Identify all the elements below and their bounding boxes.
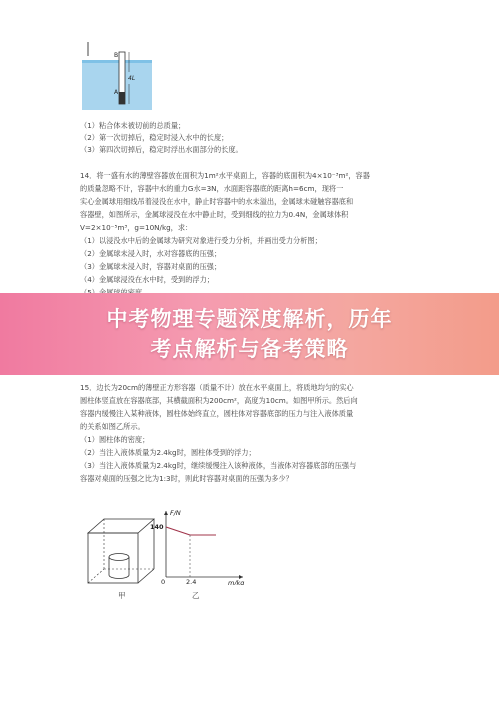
q13-item-2: （2）第一次切掉后，稳定时浸入水中的长度； [80, 133, 229, 142]
caption-jia: 甲 [118, 591, 126, 600]
q14-item-4: （4）金属球浸没在水中时，受到的浮力； [80, 275, 214, 284]
label-b: B [114, 52, 119, 59]
q14-line-1: 14．将一盛有水的薄壁容器放在面积为1m²水平桌面上，容器的底面积为4×10⁻³m²，容器 [80, 171, 370, 180]
q15-item-1: （1）圆柱体的密度； [80, 435, 150, 444]
cylinder-top [109, 554, 129, 561]
label-l: 4L [128, 75, 136, 82]
q15-item-3a: （3）当注入液体质量为2.4kg时，继续缓慢注入该种液体，当液体对容器底部的压强与 [80, 461, 357, 470]
x-axis-label: m/kg [228, 579, 245, 585]
weight-block [119, 92, 125, 104]
q15-item-2: （2）当注入液体质量为2.4kg时，圆柱体受到的浮力； [80, 448, 256, 457]
q14-line-2: 的质量忽略不计，容器中水的重力G水=3N，水面距容器底的距离h=6cm，现将一 [80, 184, 344, 193]
q15-graph [148, 505, 248, 585]
water-surface [82, 60, 152, 63]
cylinder-bottom [109, 575, 129, 579]
y-axis-label: F/N [170, 509, 181, 517]
banner-title-line-1: 中考物理专题深度解析，历年 [106, 307, 393, 331]
banner-title-line-2: 考点解析与备考策略 [150, 337, 349, 361]
x-tick-2-4: 2.4 [186, 578, 197, 585]
q14-item-3: （3）金属球未浸入时，容器对桌面的压强； [80, 262, 222, 271]
q15-line-1: 15．边长为20cm的薄壁正方形容器（质量不计）放在水平桌面上，将质地均匀的实心 [80, 383, 354, 392]
y-tick-140: 140 [150, 523, 164, 531]
q13-figure [82, 42, 152, 112]
q14-line-3: 实心金属球用细线吊着浸没在水中，静止时容器中的水未溢出，金属球未碰触容器底和 [80, 197, 354, 206]
q14-line-4: 容器壁，如图所示，金属球浸没在水中静止时，受到细线的拉力为0.4N，金属球体积 [80, 210, 349, 219]
q14-item-1: （1）以浸没水中后的金属球为研究对象进行受力分析，并画出受力分析图； [80, 236, 322, 245]
title-banner [0, 293, 499, 375]
q13-item-1: （1）粘合体未被切前的总质量； [80, 121, 186, 130]
graph-segment-falling [166, 527, 190, 535]
q13-item-3: （3）第四次切掉后，稳定时浮出水面部分的长度。 [80, 145, 243, 154]
q14-line-5: V=2×10⁻⁵m³，g=10N/kg，求： [80, 223, 193, 232]
q15-item-3b: 容器对桌面的压强之比为1:3时，则此时容器对桌面的压强为多少？ [80, 474, 293, 483]
q15-line-3: 容器内缓慢注入某种液体，圆柱体始终直立，圆柱体对容器底部的压力与注入液体质量 [80, 409, 354, 418]
y-axis-arrow [164, 511, 168, 515]
q15-line-4: 的关系如图乙所示。 [80, 422, 145, 431]
caption-yi: 乙 [192, 591, 200, 600]
q14-item-2: （2）金属球未浸入时，水对容器底的压强； [80, 249, 222, 258]
label-a: A [114, 89, 119, 96]
q15-line-2: 圆柱体竖直放在容器底部，其横截面积为200cm²，高度为10cm。如图甲所示。然后向 [80, 396, 358, 405]
water [82, 62, 152, 110]
origin-label: 0 [161, 578, 166, 585]
